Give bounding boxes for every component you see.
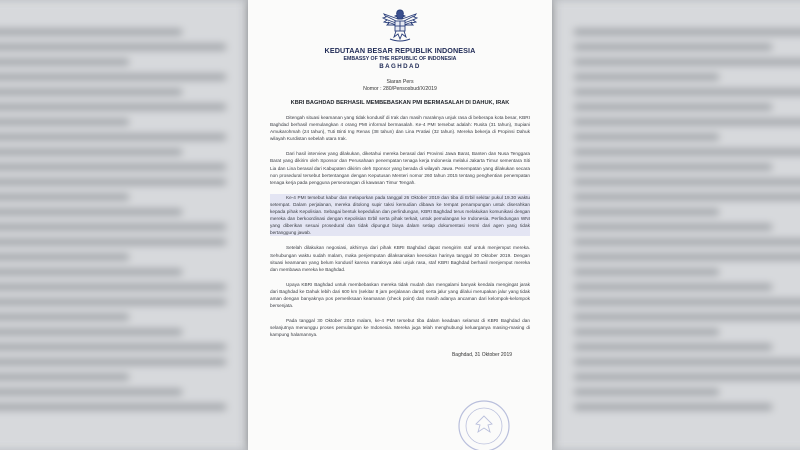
blurred-background-left xyxy=(0,0,250,450)
press-release-title: KBRI BAGHDAD BERHASIL MEMBEBASKAN PMI BERMASALAH DI DAHUK, IRAK xyxy=(290,100,510,106)
embassy-city: BAGHDAD xyxy=(379,63,421,70)
paragraph-1: Ditengah situasi keamanan yang tidak kondusif di Irak dan masih maraknya unjuk rasa di beberapa kota besar, KBRI Baghdad berhasil memulangkan 4 orang PMI informal bermasalah. Ke-4 PMI tersebut adalah: Rusita (31 tahun), Supiani Amukarohmah (24 tahun), Tuti Binti Ing Renas (38 tahun) dan Lina Pratiwi (32 tahun). Mereka bekerja di Propinsi Dahuk wilayah Kurdistan sebelah utara Irak. xyxy=(270,115,530,142)
blurred-background-right xyxy=(550,0,800,450)
embassy-name-english: EMBASSY OF THE REPUBLIC OF INDONESIA xyxy=(343,56,457,62)
paragraph-6: Pada tanggal 30 Oktober 2019 malam, ke-4 PMI tersebut tiba dalam keadaan selamat di KBRI Baghdad dan selanjutnya menunggu proses pemulangan ke Indonesia. Mereka juga telah menghubungi keluarganya masing-masing di kampung halamannya. xyxy=(270,318,530,338)
garuda-emblem-icon xyxy=(380,6,420,44)
embassy-name-indonesian: KEDUTAAN BESAR REPUBLIK INDONESIA xyxy=(324,46,476,55)
paragraph-5: Upaya KBRI Baghdad untuk membebaskan mereka tidak mudah dan mengalami banyak kendala mengingat jarak dari Baghdad ke Dahuk lebih dari 600 km (sekitar 8 jam perjalanan darat) serta jalur yang dilalui merupakan jalur yang tidak aman dengan banyaknya pos pemeriksaan keamanan (check point) dan masih adanya ancaman dari kelompok-kelompok bersenjata. xyxy=(270,281,530,309)
closing-date-place: Baghdad, 31 Oktober 2019 xyxy=(451,352,512,359)
embassy-seal-stamp-icon xyxy=(456,398,512,450)
paragraph-3: Ke-4 PMI tersebut kabur dan melaporkan pada tanggal 26 Oktober 2019 dan tiba di Erbil sekitar pukul 19.30 waktu setempat. Dalam perjalanan, mereka ditolong supir taksi kemudian dibawa ke tempat penampungan untuk diserahkan kepada pihak Kepolisian. Sebagai bentuk kepedulian dan perlindungan, KBRI Baghdad terus melakukan komunikasi dengan mereka dan berkoordinasi dengan Kepolisian Erbil serta pihak terkait, untuk pemulangan ke Indonesia. Perlindungan WNI yang diberikan sesuai prosedural dan tidak dipungut biaya dalam setiap dokumentasi resmi dari agen yang tidak bertanggung jawab. xyxy=(270,194,530,236)
paragraph-4: Setelah dilakukan negosiasi, akhirnya dari pihak KBRI Baghdad dapat mengirim staf untuk menjemput mereka. Sehubungan waktu sudah malam, maka penjemputan dilaksanakan keesokan harinya tanggal 30 Oktober 2019. Dengan situasi keamanan yang belum kondusif karena maraknya aksi unjuk rasa, staf KBRI Baghdad berhasil menjemput mereka dan membawa mereka ke Baghdad. xyxy=(270,245,530,272)
document-number: Nomor : 280/Pensosbud/X/2019 xyxy=(363,86,437,92)
press-release-letter xyxy=(248,0,552,450)
document-type-label: Siaran Pers xyxy=(386,79,414,85)
paragraph-2: Dari hasil interview yang dilakukan, diketahui mereka berasal dari Provinsi Jawa Barat, Banten dan Nusa Tenggara Barat yang dikirim oleh Sponsor dan Perusahaan penempatan tenaga kerja Indonesia melalui Jakarta Timur sementara Siti Lia dan Lina berasal dari Kabupaten dikirim oleh Sponsor yang berada di wilayah Jawa. Penempatan yang dilakukan secara non prosedural tersebut bertentangan dengan Keputusan Menteri nomor 260 tahun 2015 tentang penghentian penempatan tenaga kerja pada pengguna perseorangan di kawasan Timur Tengah. xyxy=(270,151,530,185)
